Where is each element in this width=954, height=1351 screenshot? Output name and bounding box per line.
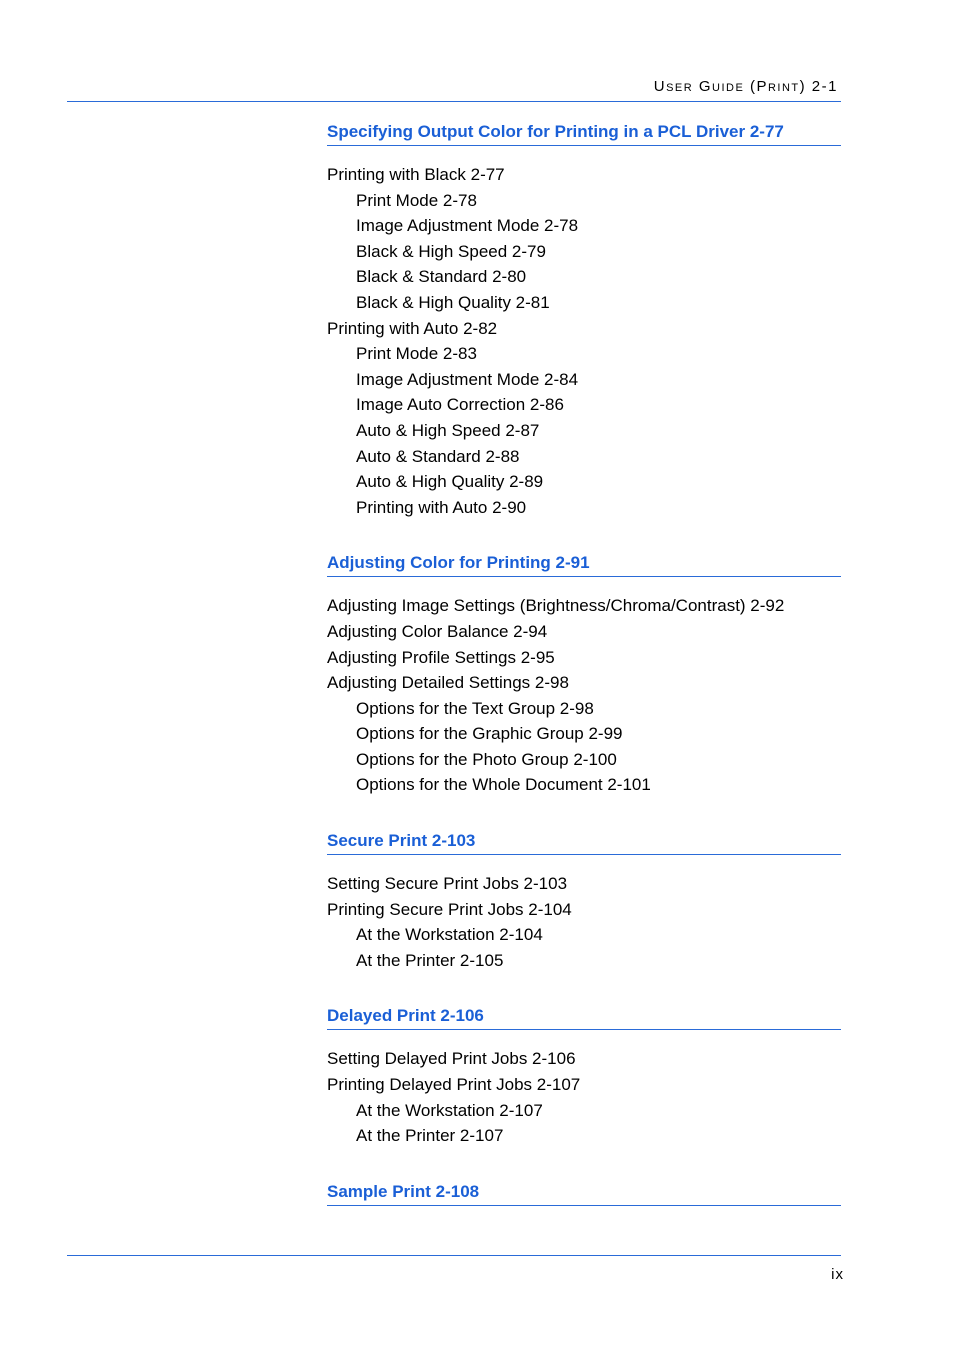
section-spacer: [327, 520, 841, 550]
section-heading[interactable]: Adjusting Color for Printing 2-91: [327, 550, 841, 577]
toc-subentry[interactable]: Black & Standard 2-80: [356, 267, 527, 287]
section-spacer: [327, 798, 841, 828]
section-heading[interactable]: Sample Print 2-108: [327, 1179, 841, 1206]
toc-subentry[interactable]: Auto & High Quality 2-89: [356, 472, 544, 492]
toc-section: [327, 1179, 841, 1206]
toc-content: [327, 119, 841, 1222]
toc-entry[interactable]: Adjusting Detailed Settings 2-98: [327, 673, 569, 693]
section-heading[interactable]: Delayed Print 2-106: [327, 1003, 841, 1030]
toc-entry[interactable]: Printing Delayed Print Jobs 2-107: [327, 1075, 581, 1095]
section-heading[interactable]: Secure Print 2-103: [327, 828, 841, 855]
toc-section: [327, 828, 841, 973]
toc-subentry[interactable]: Print Mode 2-83: [356, 344, 477, 364]
toc-entry[interactable]: Adjusting Profile Settings 2-95: [327, 647, 555, 667]
toc-entry[interactable]: Setting Delayed Print Jobs 2-106: [327, 1049, 576, 1069]
section-spacer: [327, 973, 841, 1003]
toc-subentry[interactable]: Image Adjustment Mode 2-84: [356, 369, 579, 389]
toc-section: [327, 550, 841, 798]
toc-subentry[interactable]: Options for the Text Group 2-98: [356, 698, 594, 718]
toc-subentry[interactable]: Options for the Graphic Group 2-99: [356, 724, 623, 744]
toc-section: [327, 1003, 841, 1148]
toc-entry[interactable]: Printing with Black 2-77: [327, 165, 505, 184]
toc-subentry[interactable]: Black & High Speed 2-79: [356, 241, 546, 261]
toc-subentry[interactable]: At the Printer 2-105: [356, 950, 504, 970]
toc-subentry[interactable]: At the Workstation 2-104: [356, 925, 543, 945]
toc-subentry[interactable]: At the Workstation 2-107: [356, 1100, 543, 1120]
toc-entry[interactable]: Printing with Auto 2-82: [327, 318, 498, 338]
footer-rule: [67, 1255, 841, 1256]
toc-entry[interactable]: Setting Secure Print Jobs 2-103: [327, 874, 568, 894]
section-heading[interactable]: Specifying Output Color for Printing in a PCL Driver 2-77: [327, 119, 841, 146]
toc-subentry[interactable]: Printing with Auto 2-90: [356, 497, 527, 517]
toc-subentry[interactable]: Auto & High Speed 2-87: [356, 420, 540, 440]
toc-subentry[interactable]: At the Printer 2-107: [356, 1126, 504, 1146]
running-header: User Guide (Print) 2-1: [653, 78, 838, 95]
toc-entry[interactable]: Adjusting Image Settings (Brightness/Chroma/Contrast) 2-92: [327, 596, 785, 616]
page-number: ix: [831, 1266, 844, 1283]
toc-subentry[interactable]: Black & High Quality 2-81: [356, 292, 550, 312]
toc-subentry[interactable]: Image Adjustment Mode 2-78: [356, 216, 579, 236]
toc-subentry[interactable]: Options for the Whole Document 2-101: [356, 775, 651, 795]
toc-section: [327, 119, 841, 520]
section-spacer: [327, 1149, 841, 1179]
toc-entry[interactable]: Printing Secure Print Jobs 2-104: [327, 899, 572, 919]
toc-subentry[interactable]: Image Auto Correction 2-86: [356, 395, 564, 415]
header-rule: [67, 101, 841, 102]
toc-subentry[interactable]: Print Mode 2-78: [356, 190, 477, 210]
toc-subentry[interactable]: Options for the Photo Group 2-100: [356, 749, 617, 769]
toc-entry[interactable]: Adjusting Color Balance 2-94: [327, 621, 548, 641]
toc-subentry[interactable]: Auto & Standard 2-88: [356, 446, 520, 466]
